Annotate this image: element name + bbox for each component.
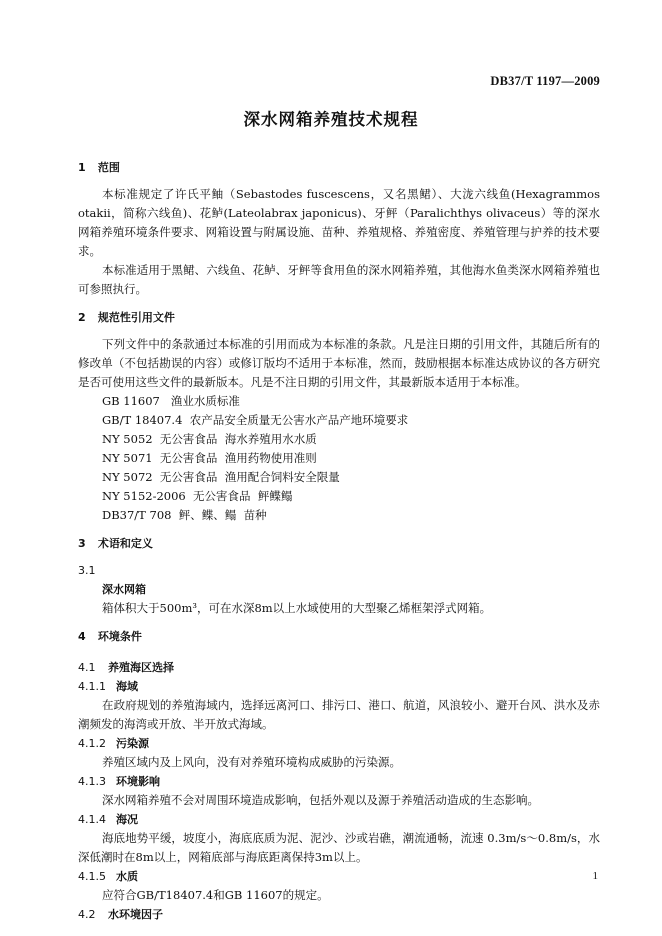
subsection-number: 4.1 [78, 661, 96, 674]
section-heading-2 [78, 308, 600, 327]
subsection-heading [78, 772, 600, 791]
document-number: DB37/T 1197—2009 [490, 74, 600, 88]
paragraph: 本标准规定了许氏平鲉（Sebastodes fuscescens，又名黑鲪）、大泷六线鱼(Hexagrammos otakii，简称六线鱼)、花鲈(Lateolabrax japonicus)、牙鲆（Paralichthys olivaceus）等的深水网箱养殖环境条件要求、网箱设置与附属设施、苗种、养殖规格、养殖密度、养殖管理与护养的技术要求。 [78, 187, 600, 258]
subsection-title: 海域 [116, 680, 138, 693]
section-title: 范围 [97, 161, 120, 174]
reference-item: GB/T 18407.4 农产品安全质量无公害水产品产地环境要求 [102, 413, 409, 427]
page-number: 1 [592, 870, 598, 882]
subsection-number: 4.1.5 [78, 870, 106, 883]
term-number: 3.1 [78, 564, 96, 577]
document-title: 深水网箱养殖技术规程 [243, 110, 419, 129]
document-body [78, 158, 600, 924]
subsection-title: 海况 [116, 813, 138, 826]
term-definition: 箱体积大于500m³，可在水深8m以上水域使用的大型聚乙烯框架浮式网箱。 [102, 601, 492, 615]
reference-item: GB 11607 渔业水质标准 [102, 394, 240, 408]
subsection-heading [78, 867, 600, 886]
paragraph: 在政府规划的养殖海域内，选择远离河口、排污口、港口、航道，风浪较小、避开台风、洪水及赤潮频发的海湾或开放、半开放式海域。 [78, 698, 600, 731]
subsection-title: 养殖海区选择 [108, 661, 174, 674]
subsection-heading [78, 734, 600, 753]
paragraph: 下列文件中的条款通过本标准的引用而成为本标准的条款。凡是注日期的引用文件，其随后所有的修改单（不包括勘误的内容）或修订版均不适用于本标准，然而，鼓励根据本标准达成协议的各方研究是否可使用这些文件的最新版本。凡是不注日期的引用文件，其最新版本适用于本标准。 [78, 337, 600, 389]
subsection-title: 污染源 [116, 737, 149, 750]
subsection-heading [78, 658, 600, 677]
paragraph: 海底地势平缓，坡度小，海底底质为泥、泥沙、沙或岩礁，潮流通畅，流速 0.3m/s～0.8m/s，水深低潮时在8m以上，网箱底部与海底距离保持3m以上。 [78, 831, 600, 864]
section-number: 2 [78, 311, 86, 324]
reference-item: NY 5052 无公害食品 海水养殖用水水质 [102, 432, 317, 446]
term-name: 深水网箱 [102, 583, 146, 596]
section-title: 术语和定义 [97, 537, 153, 550]
section-title: 环境条件 [97, 630, 142, 643]
paragraph: 深水网箱养殖不会对周围环境造成影响，包括外观以及源于养殖活动造成的生态影响。 [102, 793, 539, 807]
subsection-title: 环境影响 [116, 775, 160, 788]
paragraph: 养殖区域内及上风向，没有对养殖环境构成威胁的污染源。 [102, 755, 401, 769]
reference-item: NY 5071 无公害食品 渔用药物使用准则 [102, 451, 317, 465]
subsection-number: 4.1.3 [78, 775, 106, 788]
section-heading-1 [78, 158, 600, 177]
paragraph: 应符合GB/T18407.4和GB 11607的规定。 [102, 888, 329, 902]
reference-item: DB37/T 708 鲆、鲽、鳎 苗种 [102, 508, 267, 522]
section-number: 3 [78, 537, 86, 550]
paragraph: 本标准适用于黑鲪、六线鱼、花鲈、牙鲆等食用鱼的深水网箱养殖，其他海水鱼类深水网箱养殖也可参照执行。 [78, 263, 600, 296]
subsection-heading [78, 905, 600, 924]
section-number: 4 [78, 630, 86, 643]
section-heading-4 [78, 627, 600, 646]
section-number: 1 [78, 161, 86, 174]
reference-item: NY 5152-2006 无公害食品 鲆鲽鳎 [102, 489, 293, 503]
subsection-number: 4.1.1 [78, 680, 106, 693]
section-heading-3 [78, 534, 600, 553]
subsection-title: 水环境因子 [108, 908, 163, 921]
subsection-heading [78, 810, 600, 829]
subsection-number: 4.1.4 [78, 813, 106, 826]
subsection-heading [78, 677, 600, 696]
reference-item: NY 5072 无公害食品 渔用配合饲料安全限量 [102, 470, 340, 484]
section-title: 规范性引用文件 [97, 311, 175, 324]
subsection-number: 4.1.2 [78, 737, 106, 750]
subsection-title: 水质 [116, 870, 138, 883]
subsection-number: 4.2 [78, 908, 96, 921]
